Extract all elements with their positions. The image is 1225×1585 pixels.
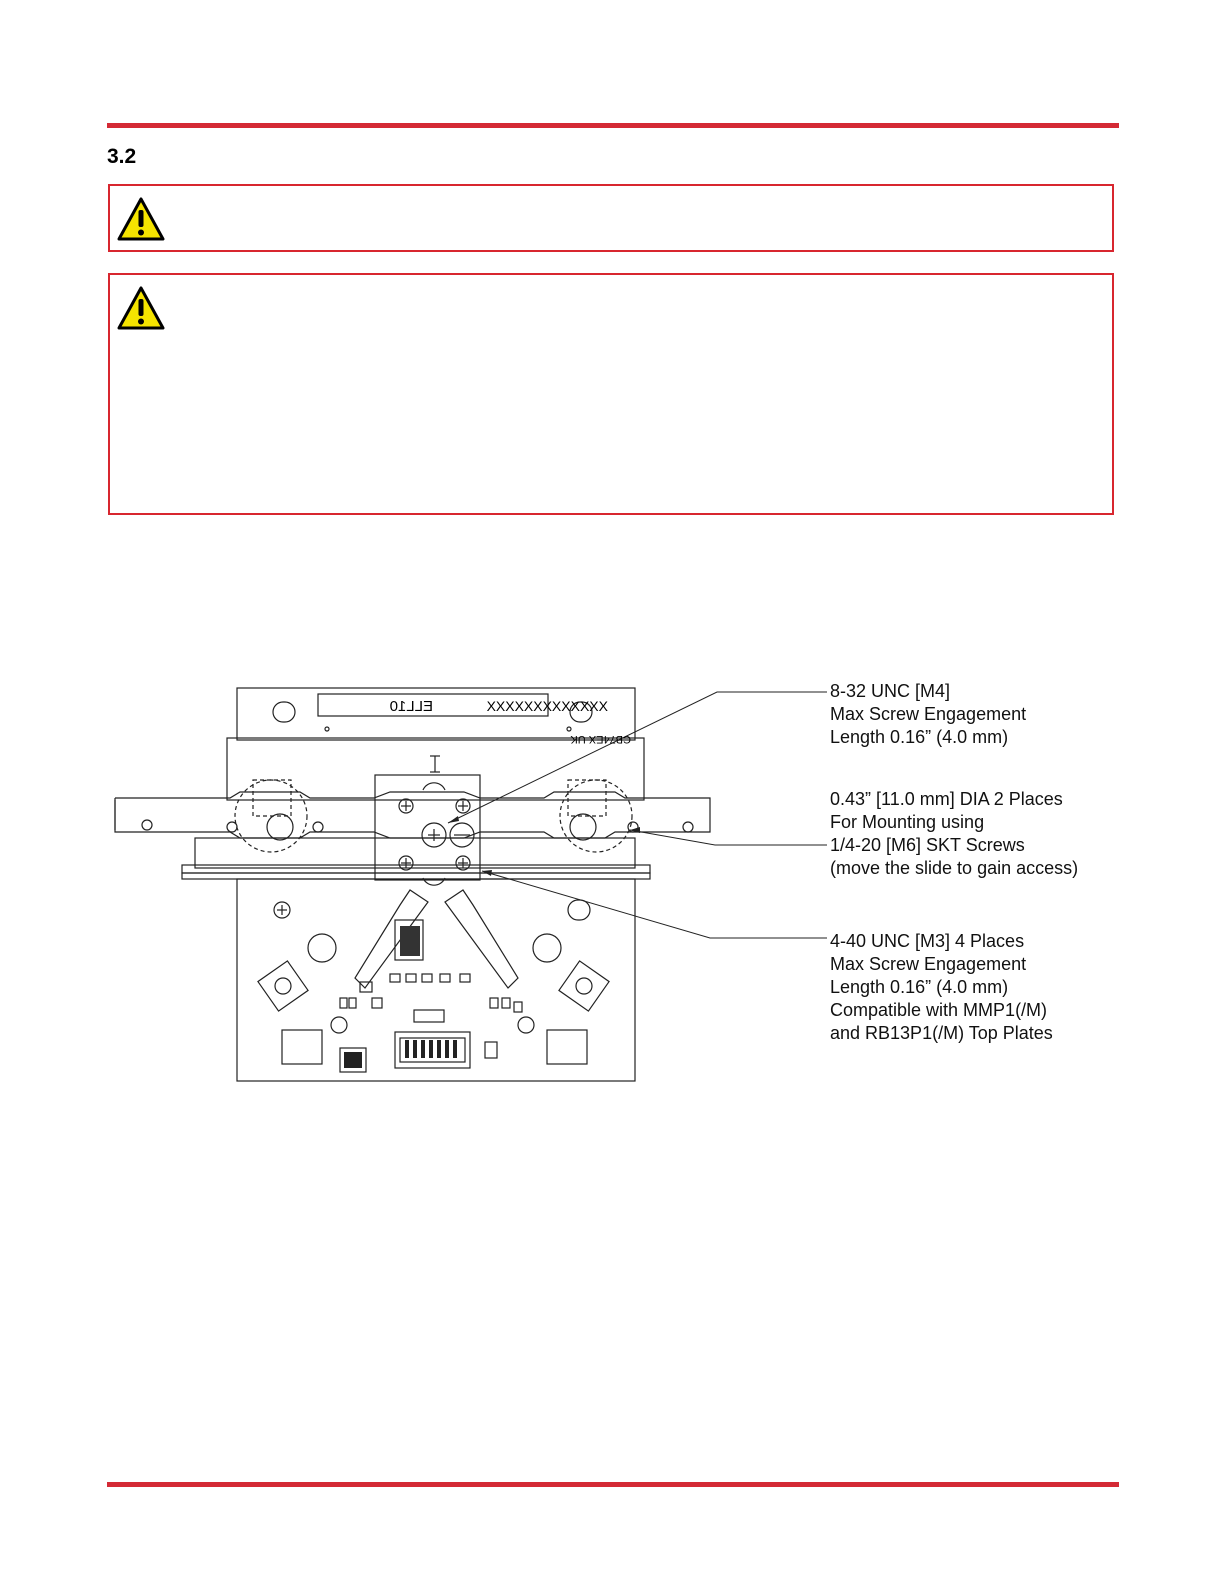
callout-m3-screws: 4-40 UNC [M3] 4 Places Max Screw Engagement Length 0.16” (4.0 mm) Compatible with MMP1(/M) and RB13P1(/M) Top Plates xyxy=(830,931,1053,1043)
footer-rule xyxy=(107,1482,1119,1487)
warning-triangle-icon xyxy=(116,196,166,242)
callout-top-screw: 8-32 UNC [M4] Max Screw Engagement Length 0.16” (4.0 mm) xyxy=(830,681,1027,747)
warning-box-2 xyxy=(108,273,1114,515)
mounting-diagram xyxy=(110,680,1110,1100)
warning-box-1 xyxy=(108,184,1114,252)
plate-serial-label: XXXXXXXXXXXXX xyxy=(486,698,608,714)
plate-origin-label: CB74EX UK xyxy=(570,733,631,745)
plate-model-label: ELL10 xyxy=(389,698,433,715)
callout-mounting-holes: 0.43” [11.0 mm] DIA 2 Places For Mounting using 1/4-20 [M6] SKT Screws (move the slide to gain access) xyxy=(830,789,1079,878)
header-rule xyxy=(107,123,1119,128)
section-number: 3.2 xyxy=(107,145,137,168)
warning-triangle-icon xyxy=(116,285,166,331)
